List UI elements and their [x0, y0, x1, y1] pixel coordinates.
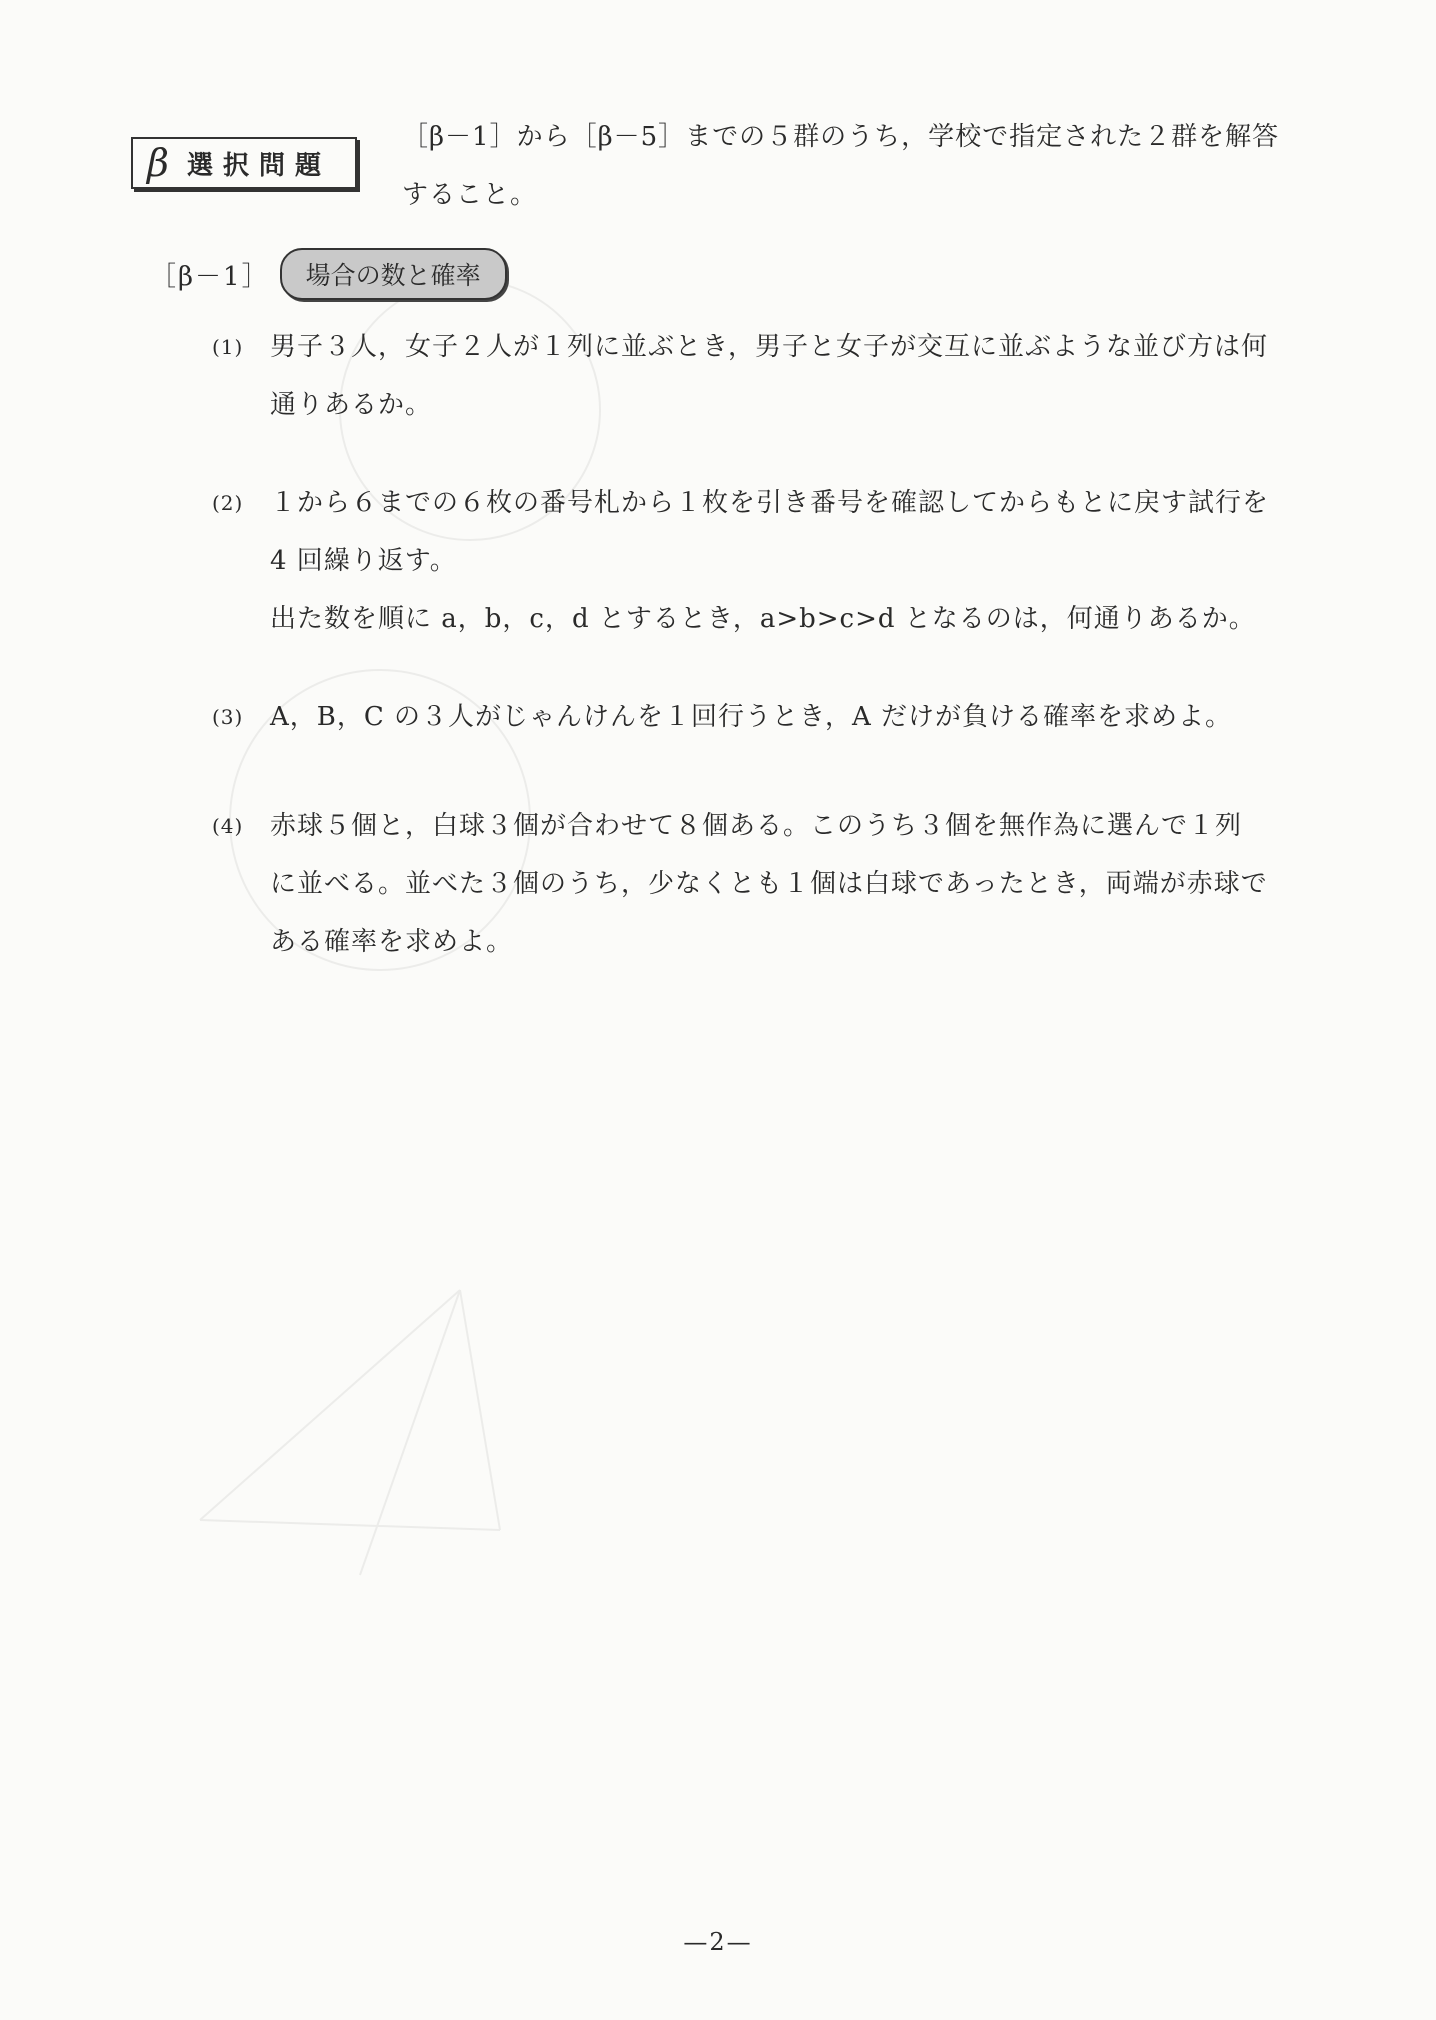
problem-line: 4 回繰り返す。: [270, 546, 457, 576]
problem-text: [270, 474, 1332, 648]
problem-number: (4): [212, 814, 244, 838]
section-symbol: β: [147, 141, 169, 185]
instructions-line-1: ［β－1］から［β－5］までの５群のうち，学校で指定された２群を解答: [402, 122, 1280, 152]
section-instructions: [402, 108, 1322, 224]
problem-1: [212, 318, 1332, 434]
section-header-box: [131, 137, 357, 189]
instructions-line-2: すること。: [402, 180, 538, 210]
section-label: 選択問題: [186, 150, 331, 181]
subsection-code: ［β－1］: [150, 261, 270, 292]
problem-line: 赤球５個と，白球３個が合わせて８個ある。このうち３個を無作為に選んで１列: [270, 811, 1243, 841]
problem-line: 出た数を順に a，b，c，d とするとき，a>b>c>d となるのは，何通りあるか。: [270, 604, 1256, 634]
subsection-title: 場合の数と確率: [280, 248, 507, 300]
subsection-header: [150, 248, 507, 300]
page-number: —2—: [683, 1928, 753, 1956]
problem-4: [212, 797, 1332, 971]
problem-3: [212, 688, 1332, 746]
problem-line: に並べる。並べた３個のうち，少なくとも１個は白球であったとき，両端が赤球で: [270, 869, 1268, 899]
problem-line: A，B，C の３人がじゃんけんを１回行うとき，A だけが負ける確率を求めよ。: [270, 702, 1233, 732]
problem-2: [212, 474, 1332, 648]
problem-number: (2): [212, 491, 244, 515]
problem-text: [270, 688, 1332, 746]
problem-line: ある確率を求めよ。: [270, 927, 514, 957]
problem-line: １から６までの６枚の番号札から１枚を引き番号を確認してからもとに戻す試行を: [270, 488, 1270, 518]
problem-line: 男子３人，女子２人が１列に並ぶとき，男子と女子が交互に並ぶような並び方は何: [270, 332, 1268, 362]
problem-line: 通りあるか。: [270, 390, 433, 420]
problem-text: [270, 797, 1332, 971]
problem-text: [270, 318, 1332, 434]
problem-number: (3): [212, 705, 244, 729]
problem-number: (1): [212, 335, 244, 359]
